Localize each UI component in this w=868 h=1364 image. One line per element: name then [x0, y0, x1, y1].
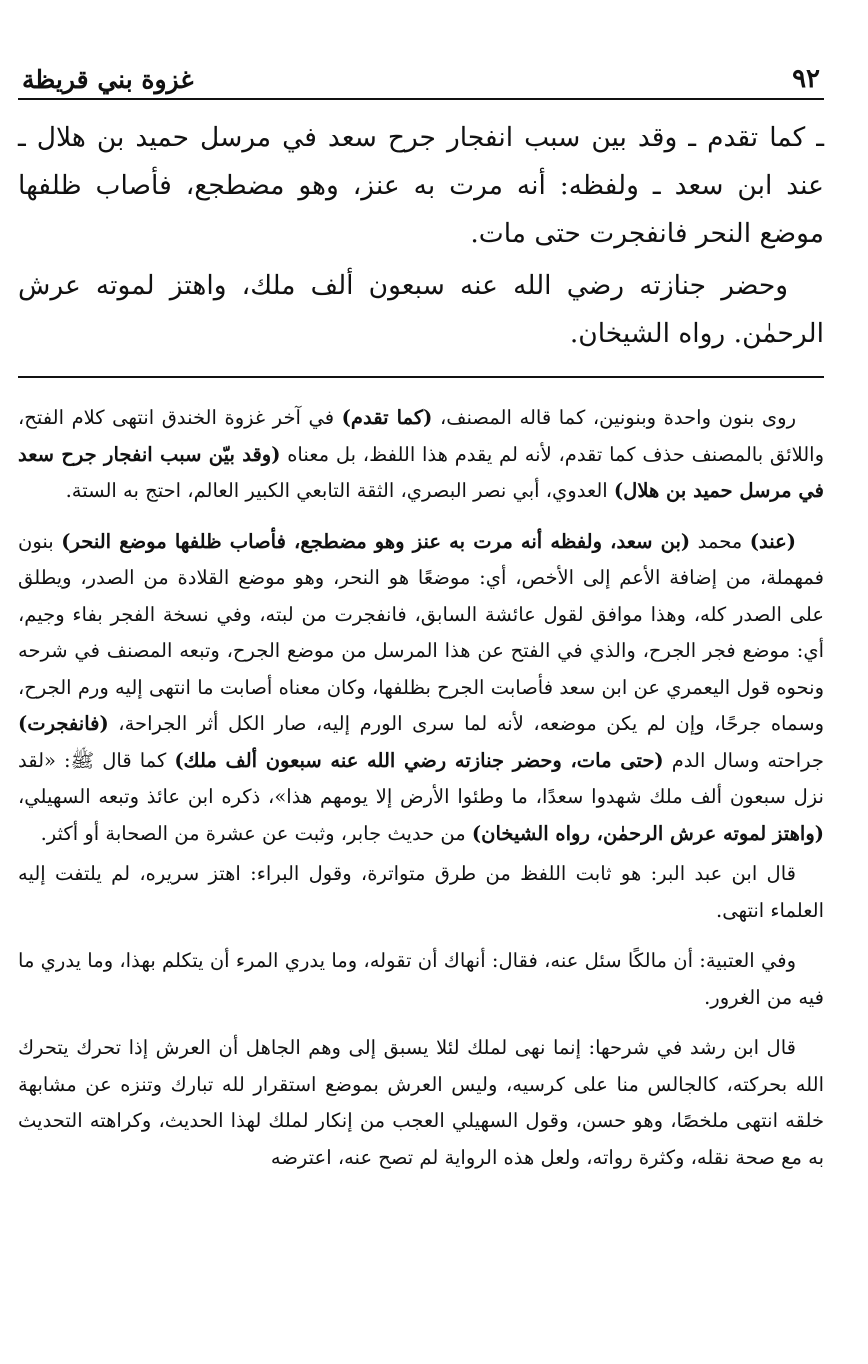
running-title: غزوة بني قريظة	[22, 65, 194, 94]
bold-quoted-text: (عند)	[749, 529, 797, 553]
commentary-text: بنون فمهملة، من إضافة الأعم إلى الأخص، أي: موضعًا هو النحر، وهو موضع القلادة من الصدر، ويطلق على الصدر كله، وهذا موافق لقول عائشة السابق، فانفجرت من لبته، وفي نسخة الفجر بفاء وجيم، أي: موضع فجر الجرح، والذي في الفتح عن هذا المرسل من موضع الجرح، وتبعه المصنف في شرحه ونحوه قول اليعمري عن ابن سعد فأصابت الجرح بظلفها، وكان معناه أصابت ما انتهى إليه ورم الجرح، وسماه جرحًا، وإن لم يكن موضعه، لأنه لما سرى الورم إليه، صار الكل أثر الجراحة،	[18, 529, 824, 735]
main-text	[18, 114, 824, 358]
bold-quoted-text: (كما تقدم)	[341, 406, 433, 429]
commentary-paragraph-1	[18, 400, 824, 510]
main-paragraph-2: وحضر جنازته رضي الله عنه سبعون ألف ملك، واهتز لموته عرش الرحمٰن. رواه الشيخان.	[18, 270, 824, 349]
commentary-text: كما قال ﷺ: «لقد نزل سبعون ألف ملك شهدوا سعدًا، ما وطئوا الأرض إلا يومهم هذا»، ذكره ابن عائذ وتبعه السهيلي،	[18, 748, 824, 808]
bold-quoted-text: (وقد بيّن سبب انفجار جرح سعد في مرسل حميد بن هلال)	[18, 442, 824, 502]
bold-quoted-text: (واهتز لموته عرش الرحمٰن، رواه الشيخان)	[471, 821, 824, 845]
commentary-text: في آخر غزوة الخندق انتهى كلام الفتح، واللائق بالمصنف حذف كما تقدم، لأنه لم يقدم هذا اللفظ، بل معناه	[18, 406, 824, 466]
commentary-text: روى بنون واحدة وبنونين، كما قاله المصنف،	[432, 406, 796, 429]
main-paragraph-1: ـ كما تقدم ـ وقد بين سبب انفجار جرح سعد في مرسل حميد بن هلال ـ عند ابن سعد ـ ولفظه: أنه مرت به عنز، وهو مضطجع، فأصاب ظلفها موضع النحر فانفجرت حتى مات.	[18, 122, 824, 249]
bold-quoted-text: (بن سعد، ولفظه أنه مرت به عنز وهو مضطجع، فأصاب ظلفها موضع النحر)	[61, 529, 691, 553]
footnote-separator	[18, 376, 824, 378]
commentary-paragraph-2	[18, 524, 824, 853]
commentary	[18, 400, 824, 1176]
commentary-text: العدوي، أبي نصر البصري، الثقة التابعي الكبير العالم، احتج به الستة.	[65, 479, 614, 502]
commentary-text: محمد	[690, 529, 750, 553]
bold-quoted-text: (فانفجرت)	[18, 712, 109, 735]
commentary-paragraph-5: قال ابن رشد في شرحها: إنما نهى لملك لئلا يسبق إلى وهم الجاهل أن العرش إذا تحرك يتحرك الله بحركته، كالجالس منا على كرسيه، وليس العرش بموضع استقرار لله تبارك وتنزه عن مشابهة خلقه انتهى ملخصًا، وهو حسن، وقول السهيلي العجب من إنكار لملك لهذا الحديث، وكراهته التحديث به مع صحة نقله، وكثرة رواته، ولعل هذه الرواية لم تصح عنه، اعترضه	[18, 1036, 824, 1169]
commentary-text: جراحته وسال الدم	[663, 748, 824, 772]
commentary-paragraph-3: قال ابن عبد البر: هو ثابت اللفظ من طرق متواترة، وقول البراء: اهتز سريره، لم يلتفت إليه العلماء انتهى.	[18, 862, 824, 922]
bold-quoted-text: (حتى مات، وحضر جنازته رضي الله عنه سبعون ألف ملك)	[174, 748, 664, 772]
commentary-paragraph-4: وفي العتبية: أن مالكًا سئل عنه، فقال: أنهاك أن تقوله، وما يدري المرء أن يتكلم بهذا، وما يدري ما فيه من الغرور.	[18, 949, 824, 1009]
page-header	[18, 54, 824, 100]
page-number: ٩٢	[792, 64, 820, 94]
commentary-text: من حديث جابر، وثبت عن عشرة من الصحابة أو أكثر.	[40, 821, 472, 845]
